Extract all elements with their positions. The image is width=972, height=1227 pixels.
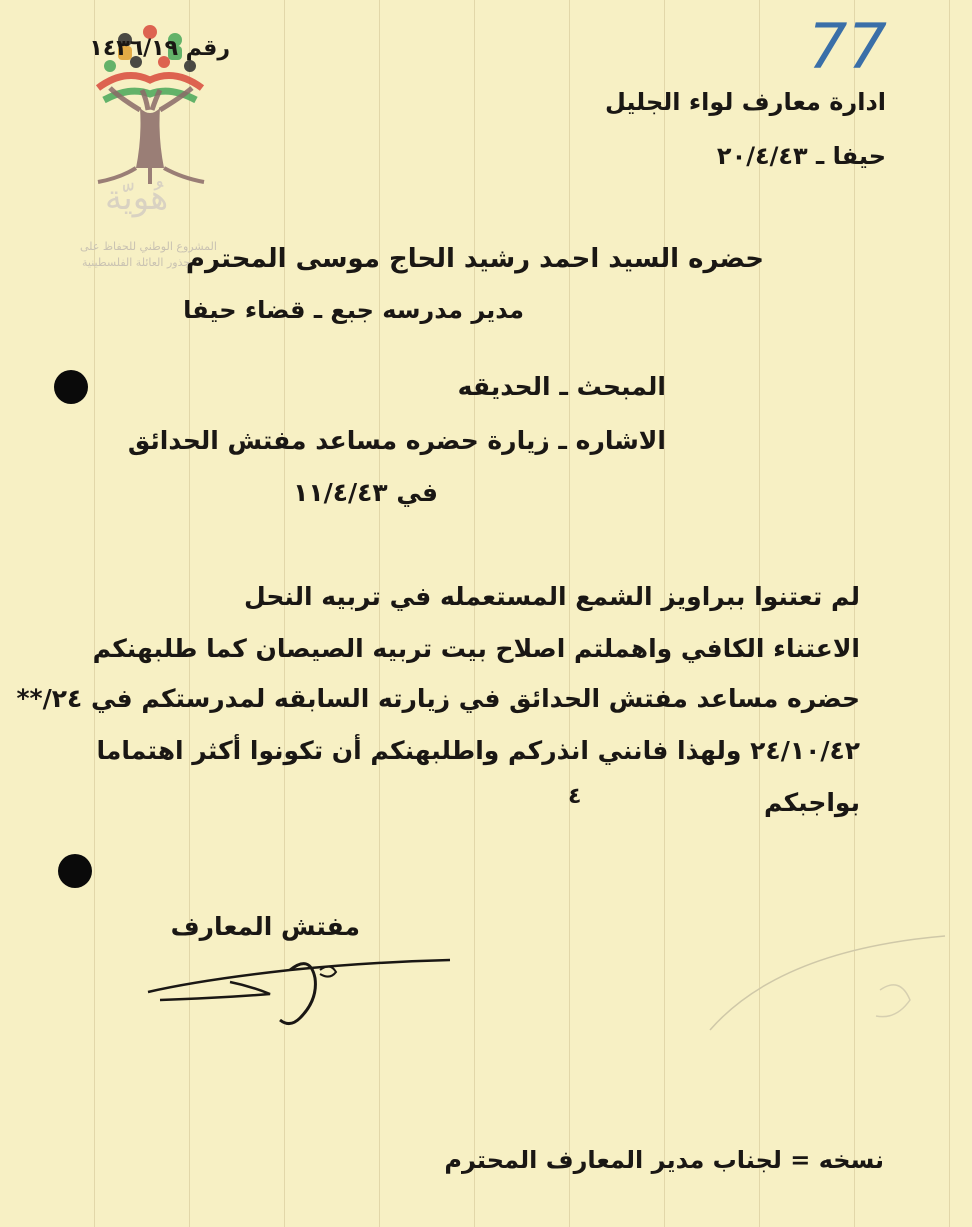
body-line-3: حضره مساعد مفتش الحدائق في زيارته السابقه لمدرستكم في ٢٤/** <box>16 684 860 713</box>
punch-hole-bottom <box>58 854 92 888</box>
subject-reference: الاشاره ـ زيارة حضره مساعد مفتش الحدائق <box>127 426 666 455</box>
body-line-5: بواجبكم <box>764 788 860 817</box>
place-date-line: حيفا ـ ٢٠/٤/٤٣ <box>716 142 886 170</box>
copy-to-line: نسخه = لجناب مدير المعارف المحترم <box>444 1146 884 1174</box>
watermark-line2: جذور العائلة الفلسطينية <box>82 256 191 269</box>
reference-number: رقم ١٤٣٦/١٩ <box>89 36 230 61</box>
body-line-4: ٢٤/١٠/٤٢ ولهذا فانني انذركم واطلبهنكم أن تكونوا أكثر اهتماما <box>96 736 860 765</box>
recipient-position: مدير مدرسه جبع ـ قضاء حيفا <box>183 296 524 324</box>
body-line-2: الاعتناء الكافي واهملتم اصلاح بيت تربيه الصيصان كما طلبهنكم <box>92 634 860 663</box>
signature-title: مفتش المعارف <box>170 912 360 941</box>
page-number <box>800 12 900 82</box>
body-end-mark: ٤ <box>568 784 582 809</box>
subject-topic: المبحث ـ الحديقه <box>457 372 666 401</box>
subject-reference-date: في ١١/٤/٤٣ <box>293 478 438 507</box>
page-number-text: 77 <box>808 12 887 82</box>
issuer-line: ادارة معارف لواء الجليل <box>604 88 886 116</box>
punch-hole-top <box>54 370 88 404</box>
recipient-name: حضره السيد احمد رشيد الحاج موسى المحترم <box>185 244 764 274</box>
bleed-through-marks <box>700 930 950 1040</box>
handwritten-signature <box>140 940 460 1030</box>
watermark-line1: المشروع الوطني للحفاظ على <box>80 240 217 253</box>
body-line-1: لم تعتنوا ببراويز الشمع المستعمله في تربيه النحل <box>244 582 860 611</box>
watermark-brand: هُويّة <box>105 178 169 218</box>
